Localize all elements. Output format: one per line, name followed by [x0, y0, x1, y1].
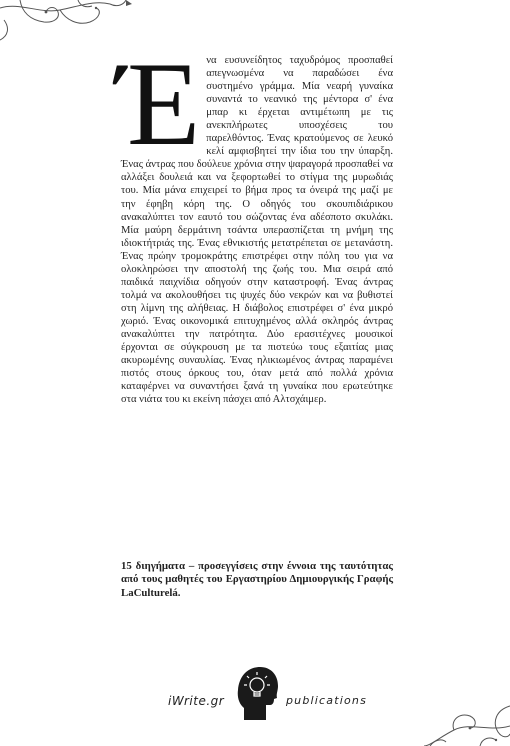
blurb-text	[117, 37, 393, 406]
brand-publications: publications	[286, 694, 368, 707]
book-tagline: 15 διηγήματα – προσεγγίσεις στην έννοια της ταυτότητας από τους μαθητές του Εργαστηρίου Δημιουργικής Γραφής LaCulturelá.	[121, 560, 393, 599]
floral-ornament-icon	[370, 676, 510, 746]
brand-iwrite: iWrite.gr	[168, 694, 225, 708]
head-lightbulb-logo-icon	[236, 664, 280, 722]
drop-cap: Έ	[117, 37, 201, 170]
blurb-paragraph: να ευσυνείδητος ταχυδρόμος προσπαθεί απεγνωσμένα να παραδώσει ένα συστημένο γράμμα. Μία νεαρή γυναίκα συναντά το νεανικό της μέντορα σ' ένα μπαρ κι έρχεται αντιμέτωπη με τις ανεκπλήρωτες υποσχέσεις του παρελθόντος. Ένας κρατούμενος σε λευκό κελί αμφισβητεί την ίδια του την ύπαρξη. Ένας άντρας που δούλευε χρόνια στην ψαραγορά προσπαθεί να αλλάξει δουλειά και να ξεφορτωθεί το στίγμα της μυρωδιάς του. Μία μάνα επιχειρεί το βήμα προς τα όνειρά της μαζί με την έφηβη κόρη της. Ο οδηγός του σκουπιδιάρικου ανακαλύπτει τον εαυτό του σώζοντας ένα αδέσποτο σκυλάκι. Μία μαύρη δερμάτινη τσάντα υπερασπίζεται τη μνήμη της ιδιοκτήτριάς της. Ένας εθνικιστής μετατρέπεται σε μετανάστη. Ένας πρώην τρομοκράτης επιστρέφει στην πόλη του για να ολοκληρώσει την αποστολή της ζωής του. Μια σειρά από παιδικά παιχνίδια οδηγούν στην καταστροφή. Ένας άντρας τολμά να ακολουθήσει τις ψυχές δύο νεκρών και να βυθιστεί στη λίμνη της αλήθειας. Η διάβολος επιστρέφει σ' ένα μικρό χωριό. Ένας οικονομικά επιτυχημένος αλλά σκληρός άντρας ανακαλύπτει την πατρότητα. Δύο ερασιτέχνες μουσικοί έρχονται σε σύγκρουση με τα πιστεύω τους εξαιτίας μιας ακυρωμένης συναυλίας. Ένας ηλικιωμένος άντρας παραμένει πιστός στους όρκους του, όταν μετά από πολλά χρόνια καταφέρνει να συναντήσει ξανά τη γυναίκα που ερωτεύτηκε στα νιάτα του κι εκείνη πάσχει από Αλτσχάιμερ.	[121, 55, 393, 406]
